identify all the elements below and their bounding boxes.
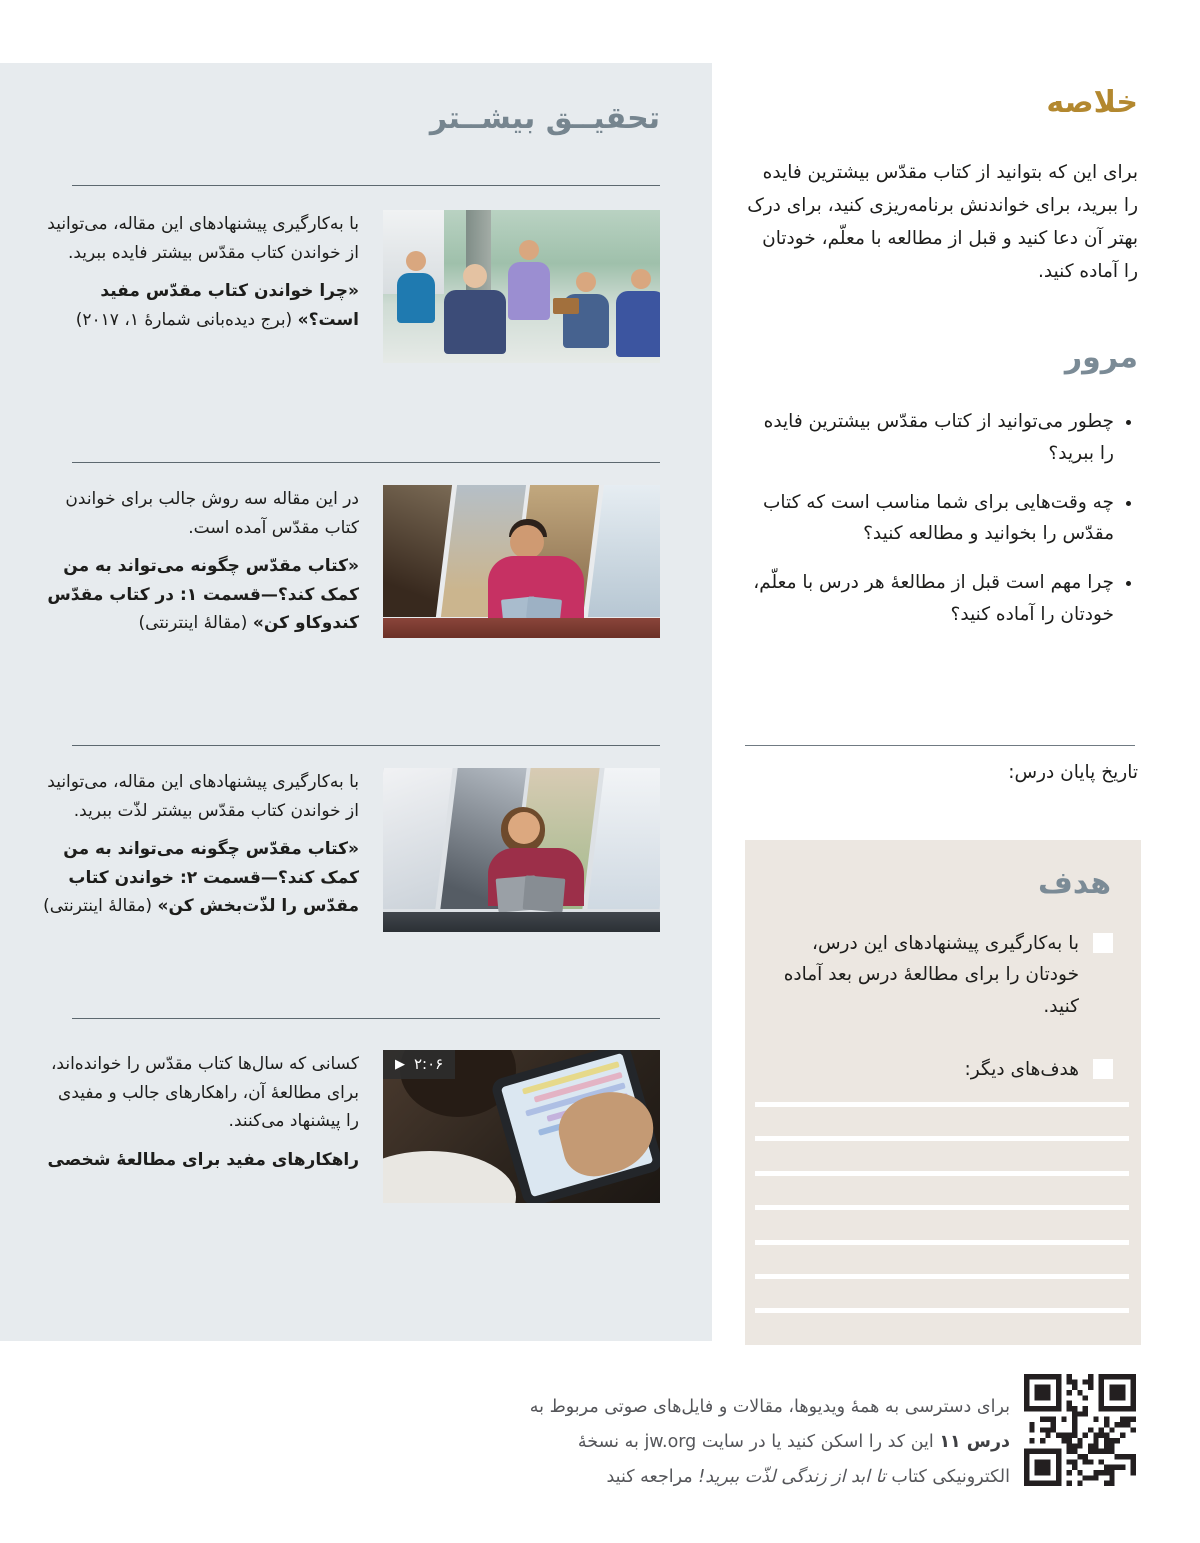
- checkbox[interactable]: [1093, 1059, 1113, 1079]
- checkbox[interactable]: [1093, 933, 1113, 953]
- writing-line[interactable]: [755, 1205, 1129, 1210]
- research-item-1: [40, 210, 660, 363]
- summary-title: خلاصه: [1046, 85, 1138, 120]
- research-item-2: [40, 485, 660, 648]
- completion-date-label: تاریخ پایان درس:: [1008, 762, 1138, 783]
- boy-reading-bible-scenes-photo: [383, 485, 660, 638]
- review-title: مرور: [1064, 340, 1138, 375]
- item-description: با به‌کارگیری پیشنهادهای این مقاله، می‌توانید از خواندن کتاب مقدّس بیشتر لذّت ببرید.: [47, 772, 359, 821]
- item-description: در این مقاله سه روش جالب برای خواندن کتاب مقدّس آمده است.: [65, 489, 359, 538]
- play-icon: ▶: [395, 1056, 405, 1072]
- goal-box: [745, 840, 1141, 1345]
- review-questions: [745, 406, 1138, 648]
- research-item-text: [40, 768, 359, 931]
- research-item-text: [40, 485, 359, 648]
- writing-line[interactable]: [755, 1240, 1129, 1245]
- summary-body: برای این که بتوانید از کتاب مقدّس بیشترین فایده را ببرید، برای خواندنش برنامه‌ریزی کنید، برای درک بهتر آن دعا کنید و قبل از مطالعه با معلّم، خودتان را آماده کنید.: [747, 162, 1138, 282]
- goal-item-text: هدف‌های دیگر:: [964, 1059, 1079, 1080]
- item-description: کسانی که سال‌ها کتاب مقدّس را خوانده‌اند، برای مطالعهٔ آن، راهکارهای جالب و مفیدی را پیشنهاد می‌کنند.: [50, 1054, 359, 1132]
- goal-title: هدف: [1038, 866, 1111, 901]
- goal-item-2: [775, 1054, 1113, 1085]
- book-title: تا ابد از زندگی لذّت ببرید!: [698, 1467, 886, 1487]
- writing-line[interactable]: [755, 1171, 1129, 1176]
- item-title: «چرا خواندن کتاب مقدّس مفید است؟» (برج دیده‌بانی شمارهٔ ۱، ۲۰۱۷): [75, 281, 359, 330]
- item-title: «کتاب مقدّس چگونه می‌تواند به من کمک کند؟—قسمت ۲: خواندن کتاب مقدّس را لذّت‌بخش کن» (مقالهٔ اینترنتی): [43, 839, 359, 917]
- item-description: با به‌کارگیری پیشنهادهای این مقاله، می‌توانید از خواندن کتاب مقدّس بیشتر فایده ببرید.: [47, 214, 359, 263]
- review-question: • چرا مهم است قبل از مطالعهٔ هر درس با معلّم، خودتان را آماده کنید؟: [745, 567, 1114, 631]
- video-duration-badge[interactable]: [383, 1050, 455, 1079]
- item-title: راهکارهای مفید برای مطالعهٔ شخصی: [47, 1149, 359, 1170]
- writing-line[interactable]: [755, 1102, 1129, 1107]
- item-title: «کتاب مقدّس چگونه می‌تواند به من کمک کند؟—قسمت ۱: در کتاب مقدّس کندوکاو کن» (مقالهٔ اینترنتی): [47, 556, 359, 634]
- writing-line[interactable]: [755, 1274, 1129, 1279]
- divider: [745, 745, 1135, 746]
- research-item-4: [40, 1050, 660, 1203]
- video-thumbnail[interactable]: [383, 1050, 660, 1203]
- research-panel: [0, 63, 712, 1341]
- divider: [72, 462, 660, 463]
- review-question: • چه وقت‌هایی برای شما مناسب است که کتاب مقدّس را بخوانید و مطالعه کنید؟: [745, 487, 1114, 551]
- divider: [72, 745, 660, 746]
- lesson-number: درس ۱۱: [939, 1432, 1010, 1452]
- research-item-3: [40, 768, 660, 932]
- qr-code: [1024, 1374, 1136, 1486]
- video-duration: ۲:۰۶: [414, 1055, 444, 1073]
- research-item-text: [40, 210, 359, 344]
- writing-line[interactable]: [755, 1308, 1129, 1313]
- goal-item-text: با به‌کارگیری پیشنهادهای این درس، خودتان را برای مطالعهٔ درس بعد آماده کنید.: [783, 933, 1079, 1017]
- divider: [72, 1018, 660, 1019]
- research-item-text: [40, 1050, 359, 1184]
- research-title: تحقیــق بیشــتر: [429, 101, 660, 136]
- review-question: • چطور می‌توانید از کتاب مقدّس بیشترین فایده را ببرید؟: [745, 406, 1114, 470]
- girl-studying-collage-photo: [383, 768, 660, 932]
- group-reading-outdoors-photo: [383, 210, 660, 363]
- goal-item-1: [775, 928, 1113, 1022]
- writing-line[interactable]: [755, 1136, 1129, 1141]
- divider: [72, 185, 660, 186]
- footer-access-note: برای دسترسی به همهٔ ویدیوها، مقالات و فایل‌های صوتی مربوط به درس ۱۱ این کد را اسکن کنید یا در سایت jw.org به نسخهٔ الکترونیکی کتاب تا ابد از زندگی لذّت ببرید! مراجعه کنید: [529, 1397, 1010, 1487]
